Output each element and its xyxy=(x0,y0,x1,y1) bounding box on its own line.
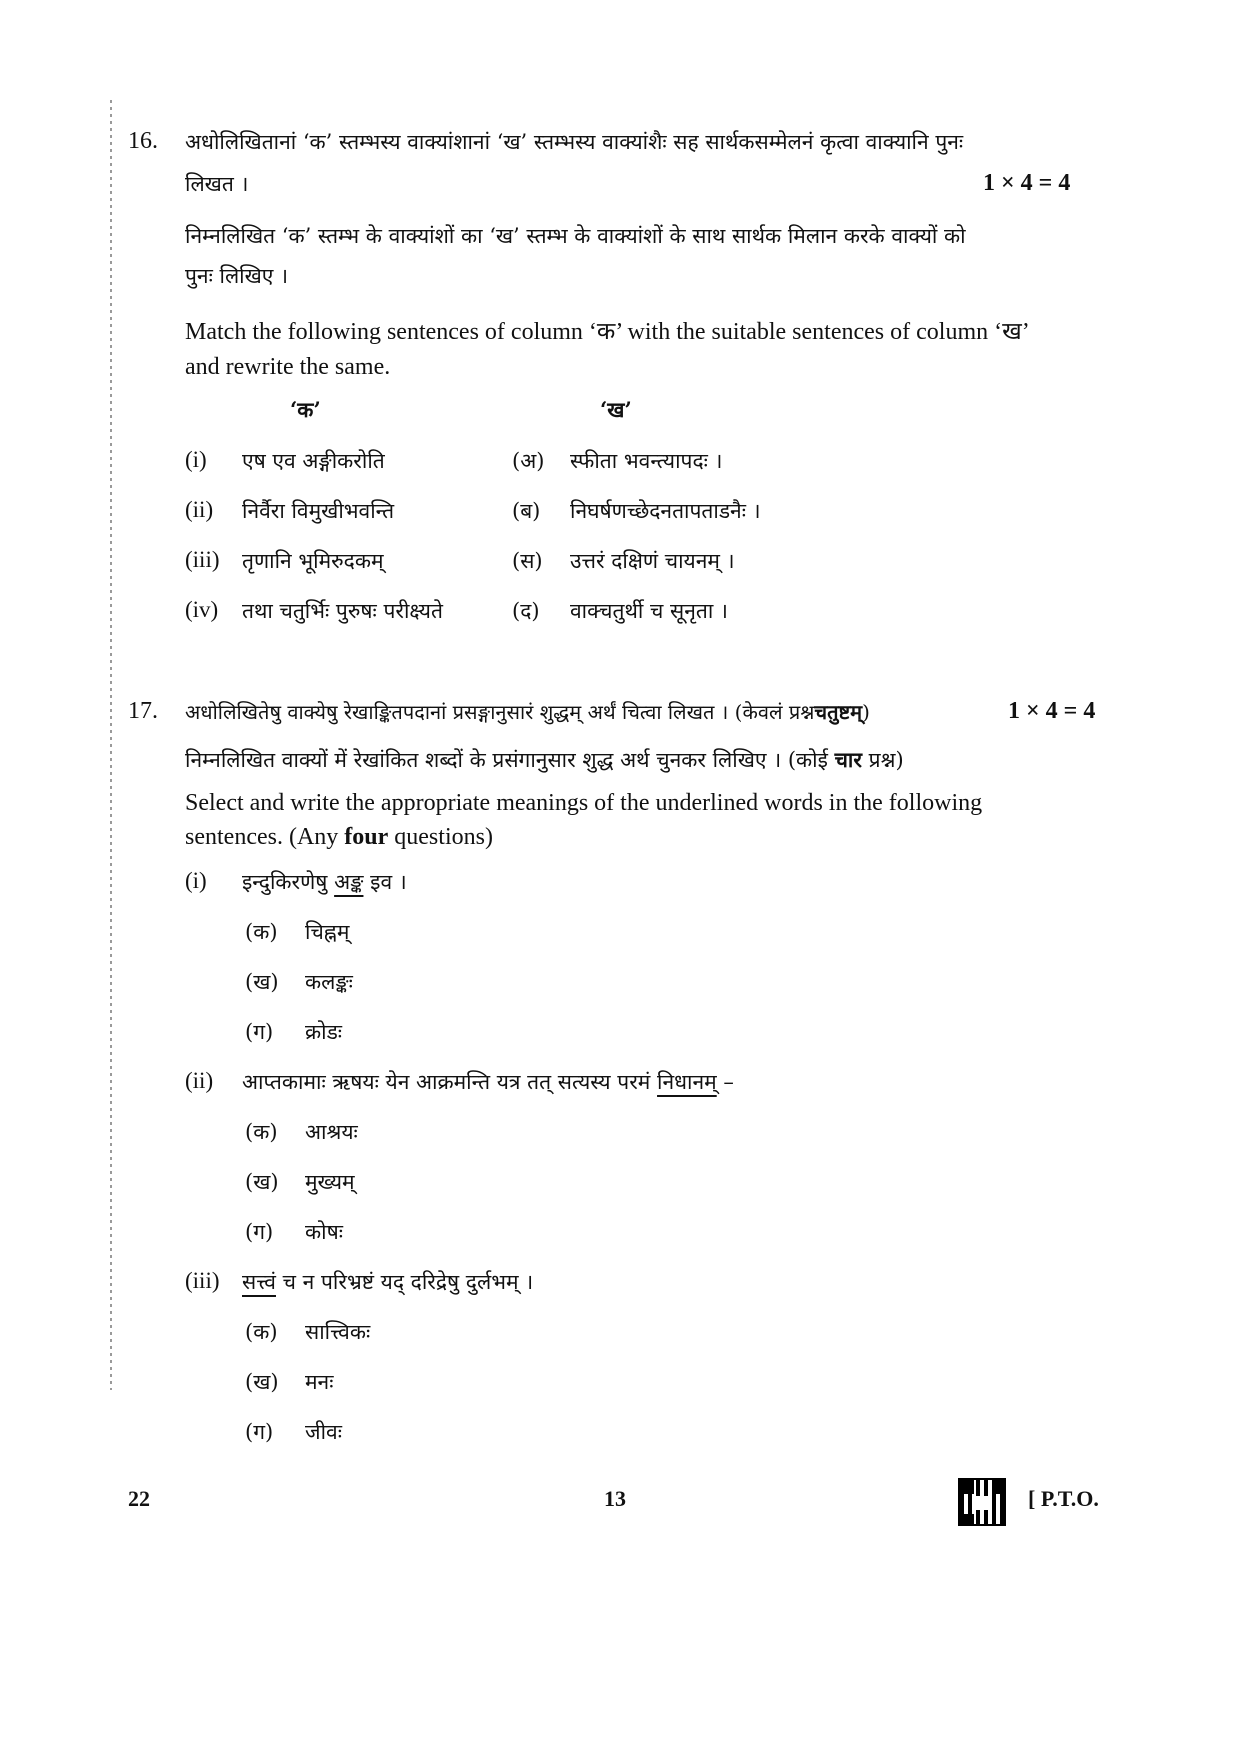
row-number: (iii) xyxy=(185,547,220,572)
q17-english-line-1: Select and write the appropriate meanings of the underlined words in the following xyxy=(185,790,983,816)
option-text: कोषः xyxy=(305,1220,343,1244)
q16-sanskrit-line-2: लिखत । xyxy=(185,172,249,196)
question-17-number: 17. xyxy=(128,698,158,724)
q17-english-close: questions) xyxy=(388,824,493,850)
subquestion-sentence xyxy=(242,868,407,896)
q17-english-bold: four xyxy=(344,824,389,850)
column-kha-phrase: उत्तरं दक्षिणं चायनम् । xyxy=(570,549,735,573)
q16-english-line-2: and rewrite the same. xyxy=(185,354,391,380)
option-text: मनः xyxy=(305,1370,334,1394)
option-text: कलङ्कः xyxy=(305,970,353,994)
q16-hindi-line-1: निम्नलिखित ‘क’ स्तम्भ के वाक्यांशों का ‘ख’ स्तम्भ के वाक्यांशों के साथ सार्थक मिलान करके वाक्यों को xyxy=(185,224,966,248)
option-text: सात्त्विकः xyxy=(305,1320,371,1344)
qr-code-icon xyxy=(958,1478,1006,1526)
column-kha-phrase: वाक्चतुर्थी च सूनृता । xyxy=(570,599,728,623)
subquestion-number: (i) xyxy=(185,868,207,893)
column-kha-heading: ‘ख’ xyxy=(600,397,632,422)
column-ka-phrase: तृणानि भूमिरुदकम् xyxy=(242,549,384,573)
q16-sanskrit-line-1: अधोलिखितानां ‘क’ स्तम्भस्य वाक्यांशानां ‘ख’ स्तम्भस्य वाक्यांशैः सह सार्थकसम्मेलनं कृत्वा वाक्यानि पुनः xyxy=(185,130,964,154)
option-text: आश्रयः xyxy=(305,1120,358,1144)
row-number: (ii) xyxy=(185,497,214,522)
sentence-part: इव । xyxy=(363,870,407,894)
option-text: चिह्नम् xyxy=(305,920,350,944)
column-kha-letter: (अ) xyxy=(512,449,545,473)
underlined-word: निधानम् xyxy=(657,1070,717,1094)
option-text: मुख्यम् xyxy=(305,1170,355,1194)
q17-sanskrit-close: ) xyxy=(862,700,870,724)
sentence-part: आप्तकामाः ऋषयः येन आक्रमन्ति यत्र तत् सत्यस्य परमं xyxy=(242,1070,658,1094)
pto-label: [ P.T.O. xyxy=(1028,1486,1099,1511)
q17-sanskrit-text: अधोलिखितेषु वाक्येषु रेखाङ्कितपदानां प्रसङ्गानुसारं शुद्धम् अर्थं चित्वा लिखत । (केवलं प्रश्न xyxy=(185,700,815,724)
subquestion-number: (iii) xyxy=(185,1268,220,1293)
option-letter: (ग) xyxy=(245,1020,274,1044)
sentence-part: इन्दुकिरणेषु xyxy=(242,870,335,894)
row-number: (i) xyxy=(185,447,207,472)
option-text: क्रोडः xyxy=(305,1020,343,1044)
page-number: 13 xyxy=(604,1486,626,1511)
option-letter: (ख) xyxy=(245,970,279,994)
q16-marks: 1 × 4 = 4 xyxy=(983,170,1071,196)
q17-english-text: sentences. (Any xyxy=(185,824,345,850)
underlined-word: अङ्क xyxy=(334,870,364,894)
column-kha-phrase: स्फीता भवन्त्यापदः । xyxy=(570,449,723,473)
column-kha-letter: (द) xyxy=(512,599,540,623)
column-ka-phrase: एष एव अङ्गीकरोति xyxy=(242,449,385,473)
option-letter: (क) xyxy=(245,920,278,944)
option-letter: (क) xyxy=(245,1320,278,1344)
sentence-part: च न परिभ्रष्टं यद् दरिद्रेषु दुर्लभम् । xyxy=(275,1270,534,1294)
underlined-word: सत्त्वं xyxy=(242,1270,276,1294)
subquestion-sentence xyxy=(242,1268,533,1296)
column-kha-phrase: निघर्षणच्छेदनतापताडनैः । xyxy=(570,499,761,523)
row-number: (iv) xyxy=(185,597,219,622)
option-letter: (ख) xyxy=(245,1370,279,1394)
q17-hindi-close: प्रश्न) xyxy=(861,748,904,772)
paper-code: 22 xyxy=(128,1486,150,1511)
column-kha-letter: (स) xyxy=(512,549,543,573)
option-text: जीवः xyxy=(305,1420,342,1444)
column-ka-phrase: तथा चतुर्भिः पुरुषः परीक्ष्यते xyxy=(242,599,443,623)
column-ka-heading: ‘क’ xyxy=(290,397,321,422)
q17-marks: 1 × 4 = 4 xyxy=(1008,698,1096,724)
subquestion-sentence xyxy=(242,1068,734,1096)
q17-hindi-bold: चार xyxy=(834,747,862,772)
q16-english-line-1: Match the following sentences of column ‘क’ with the suitable sentences of column ‘ख’ xyxy=(185,319,1030,345)
option-letter: (क) xyxy=(245,1120,278,1144)
q17-hindi-text: निम्नलिखित वाक्यों में रेखांकित शब्दों के प्रसंगानुसार शुद्ध अर्थ चुनकर लिखिए । (कोई xyxy=(185,748,835,772)
q17-sanskrit-bold: चतुष्टम् xyxy=(814,700,863,724)
question-16-number: 16. xyxy=(128,128,158,154)
q17-sanskrit-line xyxy=(185,698,870,725)
q17-hindi-line xyxy=(185,746,904,774)
perforation-margin xyxy=(110,100,112,1390)
q16-hindi-line-2: पुनः लिखिए । xyxy=(185,264,289,288)
q17-english-line-2 xyxy=(185,824,493,851)
option-letter: (ग) xyxy=(245,1420,274,1444)
subquestion-number: (ii) xyxy=(185,1068,214,1093)
option-letter: (ग) xyxy=(245,1220,274,1244)
option-letter: (ख) xyxy=(245,1170,279,1194)
column-kha-letter: (ब) xyxy=(512,499,541,523)
column-ka-phrase: निर्वैरा विमुखीभवन्ति xyxy=(242,499,395,523)
sentence-part: – xyxy=(716,1070,734,1094)
